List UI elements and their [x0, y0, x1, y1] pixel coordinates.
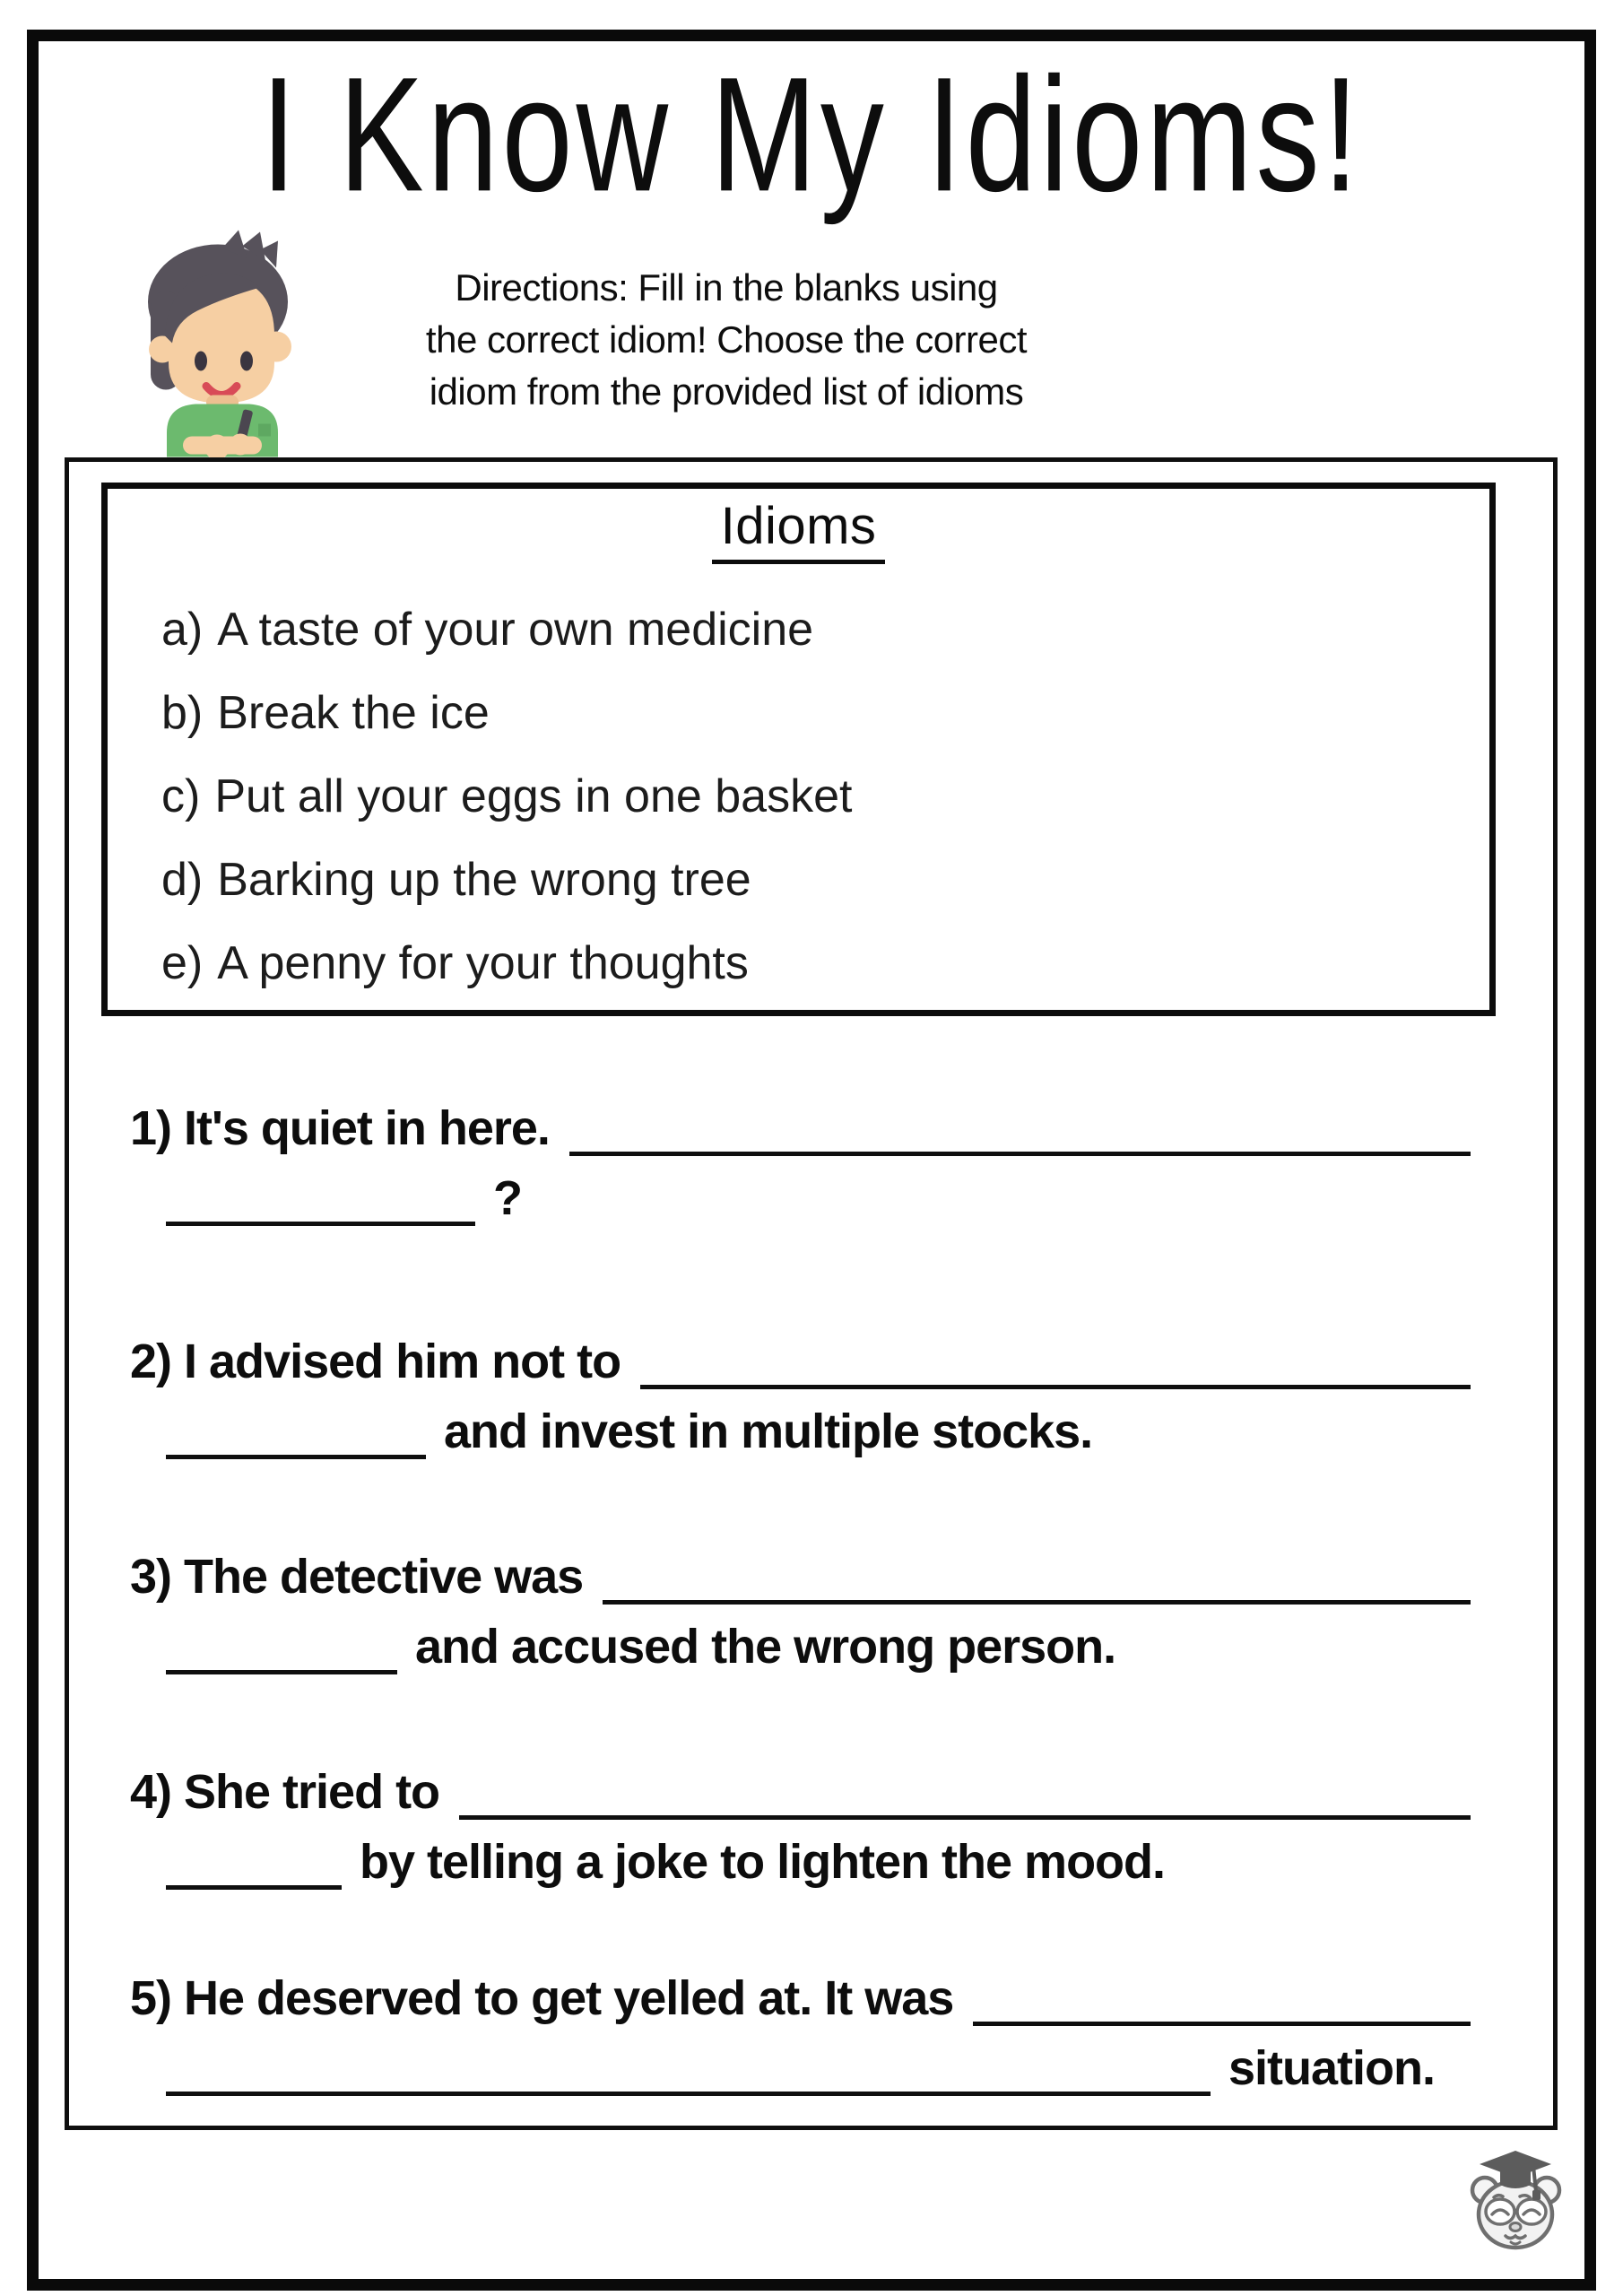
- answer-blank: [569, 1143, 1471, 1156]
- question-text-tail: and invest in multiple stocks.: [444, 1405, 1093, 1458]
- directions-line-3: idiom from the provided list of idioms: [429, 370, 1024, 413]
- idiom-label: b): [161, 686, 204, 739]
- answer-blank: [166, 1876, 342, 1890]
- idiom-label: d): [161, 853, 204, 906]
- idiom-text: Barking up the wrong tree: [217, 853, 751, 906]
- question-1: [130, 1091, 1471, 1226]
- idiom-text: A penny for your thoughts: [217, 936, 749, 989]
- idiom-label: e): [161, 936, 204, 989]
- question-number: 5): [130, 1971, 172, 2025]
- idiom-option-c: [161, 754, 1489, 838]
- idiom-text: Put all your eggs in one basket: [214, 770, 853, 822]
- idiom-option-a: [161, 587, 1489, 671]
- idioms-word-bank-box: [101, 483, 1496, 1016]
- answer-blank: [603, 1591, 1471, 1605]
- idiom-label: c): [161, 770, 201, 822]
- question-3: [130, 1540, 1471, 1674]
- question-text: He deserved to get yelled at. It was: [184, 1971, 954, 2025]
- answer-blank: [459, 1806, 1471, 1820]
- idioms-list: [108, 587, 1489, 1004]
- page-title-wrap: [0, 41, 1623, 230]
- boy-student-illustration: [133, 227, 312, 458]
- idiom-text: A taste of your own medicine: [217, 603, 814, 656]
- question-number: 2): [130, 1335, 172, 1388]
- idiom-option-d: [161, 838, 1489, 921]
- answer-blank: [973, 2013, 1471, 2026]
- question-5: [130, 1961, 1471, 2096]
- idiom-option-e: [161, 921, 1489, 1004]
- answer-blank: [640, 1376, 1471, 1389]
- question-text: I advised him not to: [184, 1335, 621, 1388]
- directions-text: [296, 262, 1157, 418]
- directions-line-1: Directions: Fill in the blanks using: [455, 266, 998, 309]
- directions-line-2: the correct idiom! Choose the correct: [425, 318, 1028, 361]
- answer-blank: [166, 1446, 426, 1459]
- question-number: 4): [130, 1765, 172, 1819]
- question-4: [130, 1755, 1471, 1890]
- question-number: 3): [130, 1550, 172, 1604]
- question-text-tail: and accused the wrong person.: [415, 1620, 1116, 1674]
- question-text-tail: by telling a joke to lighten the mood.: [360, 1835, 1166, 1889]
- question-text-tail: ?: [493, 1171, 522, 1225]
- panda-graduate-logo: [1464, 2145, 1567, 2253]
- question-text: She tried to: [184, 1765, 440, 1819]
- question-2: [130, 1325, 1471, 1459]
- idiom-text: Break the ice: [217, 686, 490, 739]
- question-text: The detective was: [184, 1550, 584, 1604]
- page-title: I Know My Idioms!: [261, 43, 1362, 227]
- answer-blank: [166, 2083, 1211, 2096]
- question-text: It's quiet in here.: [184, 1101, 550, 1155]
- question-text-tail: situation.: [1228, 2041, 1435, 2095]
- answer-blank: [166, 1661, 397, 1674]
- idiom-label: a): [161, 603, 204, 656]
- idiom-option-b: [161, 671, 1489, 754]
- question-number: 1): [130, 1101, 172, 1155]
- idioms-heading: Idioms: [712, 496, 886, 564]
- answer-blank: [166, 1213, 475, 1226]
